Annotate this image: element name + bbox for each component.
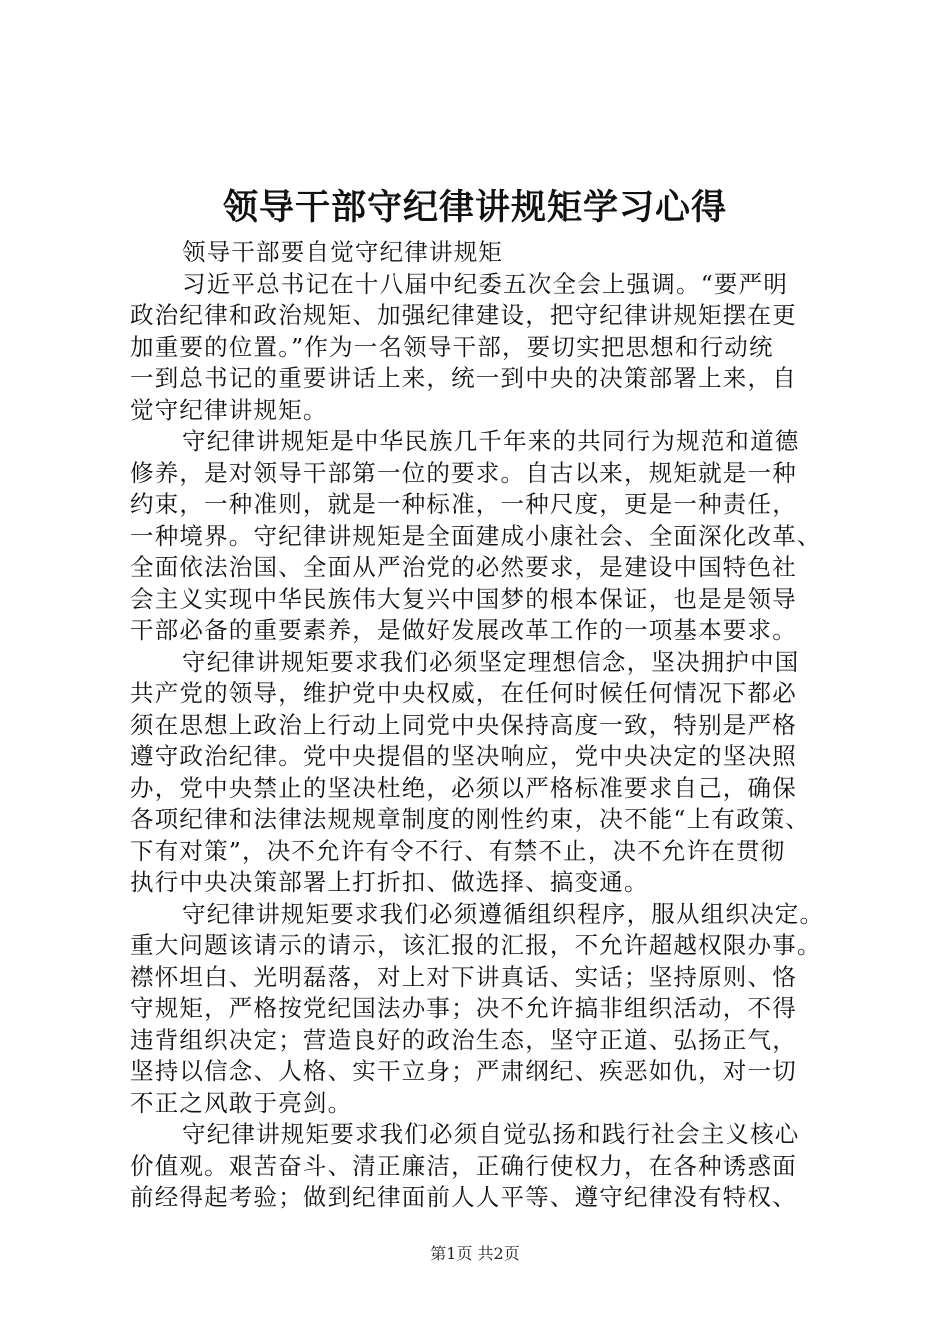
text-line: 守纪律讲规矩要求我们必须遵循组织程序，服从组织决定。 [182,899,825,928]
text-line: 修养，是对领导干部第一位的要求。自古以来，规矩就是一种 [130,458,797,487]
text-line: 违背组织决定；营造良好的政治生态，坚守正道、弘扬正气， [130,1025,797,1054]
text-line: 下有对策”，决不允许有令不行、有禁不止，决不允许在贯彻 [130,836,786,865]
text-line: 领导干部要自觉守纪律讲规矩 [182,238,504,266]
text-line: 守纪律讲规矩要求我们必须坚定理想信念，坚决拥护中国 [182,647,800,676]
text-line: 干部必备的重要素养，是做好发展改革工作的一项基本要求。 [130,616,797,644]
text-line: 各项纪律和法律法规规章制度的刚性约束，决不能“上有政策、 [130,805,811,833]
text-line: 约束，一种准则，就是一种标准，一种尺度，更是一种责任， [130,490,797,518]
text-line: 共产党的领导，维护党中央权威，在任何时候任何情况下都必 [130,679,797,707]
text-line: 执行中央决策部署上打折扣、做选择、搞变通。 [130,868,649,896]
text-line: 不正之风敢于亮剑。 [130,1088,353,1117]
text-line: 价值观。艰苦奋斗、清正廉洁，正确行使权力，在各种诱惑面 [130,1151,797,1180]
text-line: 重大问题该请示的请示，该汇报的汇报，不允许超越权限办事。 [130,931,822,959]
text-line: 守纪律讲规矩要求我们必须自觉弘扬和践行社会主义核心 [182,1120,800,1148]
text-line: 遵守政治纪律。党中央提倡的坚决响应，党中央决定的坚决照 [130,742,797,770]
text-line: 政治纪律和政治规矩、加强纪律建设，把守纪律讲规矩摆在更 [130,301,797,329]
document-body [130,237,830,1214]
text-line: 前经得起考验；做到纪律面前人人平等、遵守纪律没有特权、 [130,1183,797,1211]
document-title: 领导干部守纪律讲规矩学习心得 [222,187,727,228]
text-line: 坚持以信念、人格、实干立身；严肃纲纪、疾恶如仇，对一切 [130,1057,797,1085]
text-line: 全面依法治国、全面从严治党的必然要求，是建设中国特色社 [130,553,797,581]
text-line: 襟怀坦白、光明磊落，对上对下讲真话、实话；坚持原则、恪 [130,962,797,991]
text-line: 觉守纪律讲规矩。 [130,395,328,424]
text-line: 须在思想上政治上行动上同党中央保持高度一致，特别是严格 [130,710,797,739]
text-line: 守规矩，严格按党纪国法办事；决不允许搞非组织活动，不得 [130,994,797,1022]
text-line: 守纪律讲规矩是中华民族几千年来的共同行为规范和道德 [182,427,800,455]
text-line: 办，党中央禁止的坚决杜绝，必须以严格标准要求自己，确保 [130,773,797,802]
text-line: 加重要的位置。”作为一名领导干部，要切实把思想和行动统 [130,332,774,361]
page-footer: 第1页 共2页 [430,1244,520,1263]
text-line: 一到总书记的重要讲话上来，统一到中央的决策部署上来，自 [130,364,797,392]
text-line: 习近平总书记在十八届中纪委五次全会上强调。“要严明 [182,269,789,298]
text-line: 会主义实现中华民族伟大复兴中国梦的根本保证，也是是领导 [130,584,797,613]
text-line: 一种境界。守纪律讲规矩是全面建成小康社会、全面深化改革、 [130,521,822,550]
